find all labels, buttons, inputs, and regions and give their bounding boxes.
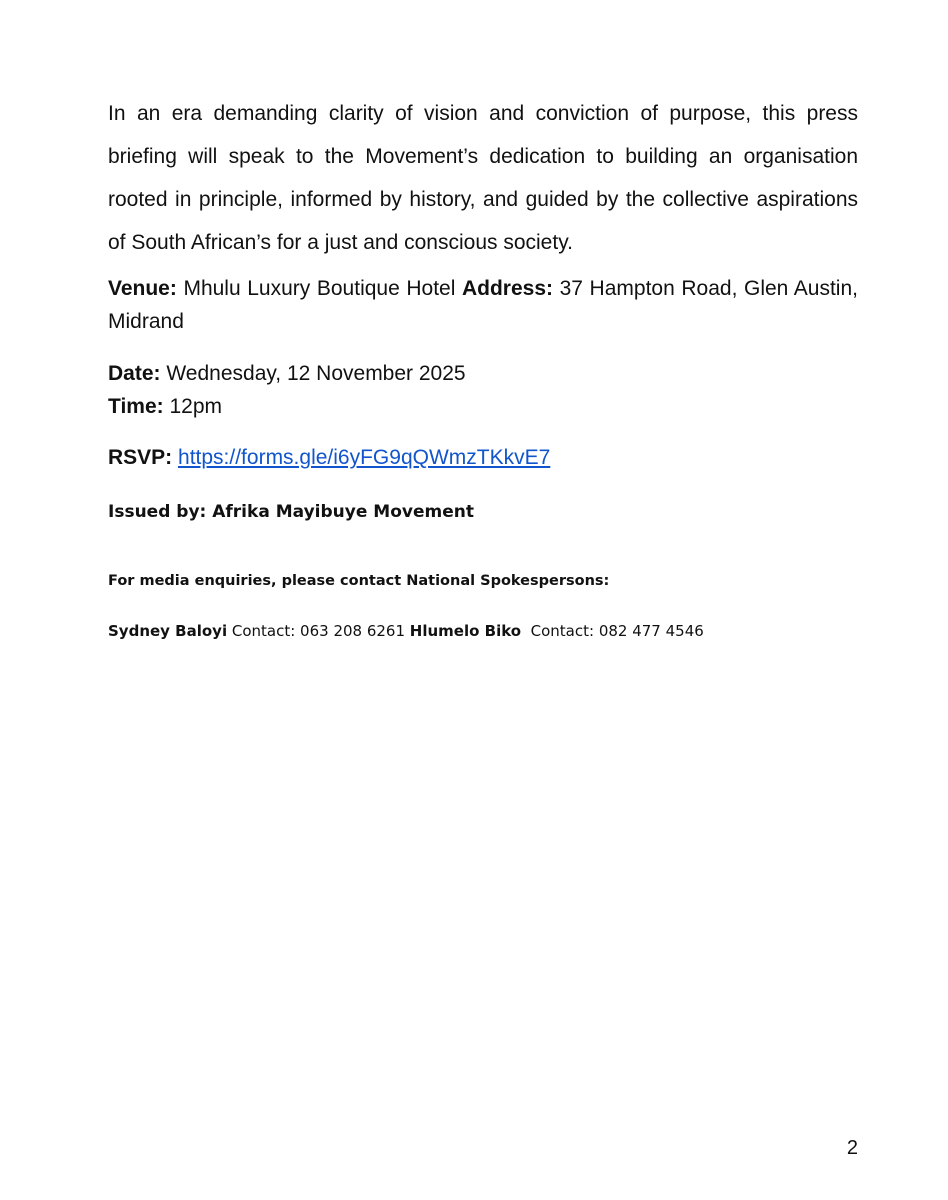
time-label: Time: [108,395,164,418]
media-enquiries: For media enquiries, please contact National Spokespersons: [108,573,610,589]
rsvp-link[interactable]: https://forms.gle/i6yFG9qQWmzTKkvE7 [178,446,551,469]
address-label: Address: [461,277,554,300]
rsvp-line [108,441,858,474]
date-line [108,357,858,390]
issued-by: Issued by: Afrika Mayibuye Movement [108,502,474,522]
time-value: 12pm [163,395,223,418]
address-value: 37 Hampton Road, Glen Austin, Midrand [108,277,858,333]
venue-address-line [108,272,858,338]
page-number: 2 [846,1137,858,1159]
spokespersons-line [108,620,858,642]
spokesperson-contact: Contact: 063 208 6261 [227,622,410,640]
spokesperson-contact: Contact: 082 477 4546 [521,622,704,640]
rsvp-label: RSVP: [108,446,173,469]
spokesperson-name: Sydney Baloyi [108,622,228,640]
venue-label: Venue: [108,277,177,300]
date-time-block [108,357,858,423]
spokesperson-name: Hlumelo Biko [409,622,522,640]
intro-paragraph: In an era demanding clarity of vision and conviction of purpose, this press briefing will speak to the Movement’s dedication to building an organisation rooted in principle, informed by history, and guided by the collective aspirations of South African’s for a just and conscious society. [108,102,858,254]
date-label: Date: [108,362,161,385]
date-value: Wednesday, 12 November 2025 [160,362,466,385]
page-content [108,92,858,642]
time-line [108,390,858,423]
venue-value: Mhulu Luxury Boutique Hotel [176,277,462,300]
